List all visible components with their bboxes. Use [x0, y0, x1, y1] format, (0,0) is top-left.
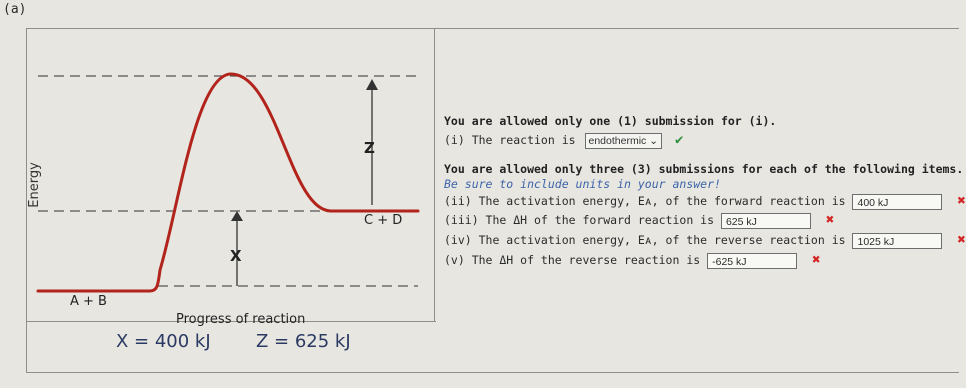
question-v — [444, 252, 821, 269]
reaction-type-dropdown[interactable] — [585, 133, 663, 149]
z-value-text: Z = 625 kJ — [256, 331, 351, 352]
question-i-text: (i) The reaction is — [444, 133, 576, 147]
checkmark-icon: ✔ — [674, 132, 684, 148]
reactant-label: A + B — [70, 294, 107, 309]
single-submission-note: You are allowed only one (1) submission for (i). — [444, 114, 777, 128]
y-axis-label: Energy — [27, 162, 42, 208]
z-arrow-head — [366, 79, 378, 90]
x-icon: ✖ — [957, 193, 966, 209]
x-icon: ✖ — [825, 212, 835, 228]
question-iii — [444, 212, 834, 229]
chevron-down-icon: ⌄ — [649, 134, 659, 147]
x-arrow-head — [231, 211, 243, 221]
forward-delta-h-input[interactable]: 625 kJ — [721, 213, 811, 229]
reaction-type-selected: endothermic — [588, 134, 647, 147]
x-marker-label: X — [230, 247, 242, 265]
reaction-energy-curve — [38, 74, 418, 291]
question-iv — [444, 232, 966, 249]
question-iv-text: (iv) The activation energy, Eᴀ, of the reverse reaction is — [444, 233, 846, 247]
forward-activation-energy-input[interactable]: 400 kJ — [852, 194, 942, 210]
question-v-text: (v) The ΔH of the reverse reaction is — [444, 253, 701, 267]
z-marker-label: Z — [364, 139, 375, 157]
x-icon: ✖ — [957, 232, 966, 248]
x-value-text: X = 400 kJ — [116, 331, 211, 352]
reverse-activation-energy-input[interactable]: 1025 kJ — [852, 233, 942, 249]
part-label: (a) — [3, 2, 27, 17]
question-ii — [444, 193, 966, 210]
x-icon: ✖ — [812, 252, 821, 268]
units-note: Be sure to include units in your answer! — [444, 177, 721, 191]
question-i — [444, 132, 683, 149]
product-label: C + D — [364, 213, 403, 228]
three-submission-note: You are allowed only three (3) submissions for each of the following items. — [444, 162, 964, 176]
question-ii-text: (ii) The activation energy, Eᴀ, of the forward reaction is — [444, 194, 846, 208]
reverse-delta-h-input[interactable]: -625 kJ — [707, 253, 797, 269]
question-iii-text: (iii) The ΔH of the forward reaction is — [444, 213, 715, 227]
x-axis-label: Progress of reaction — [176, 312, 306, 327]
